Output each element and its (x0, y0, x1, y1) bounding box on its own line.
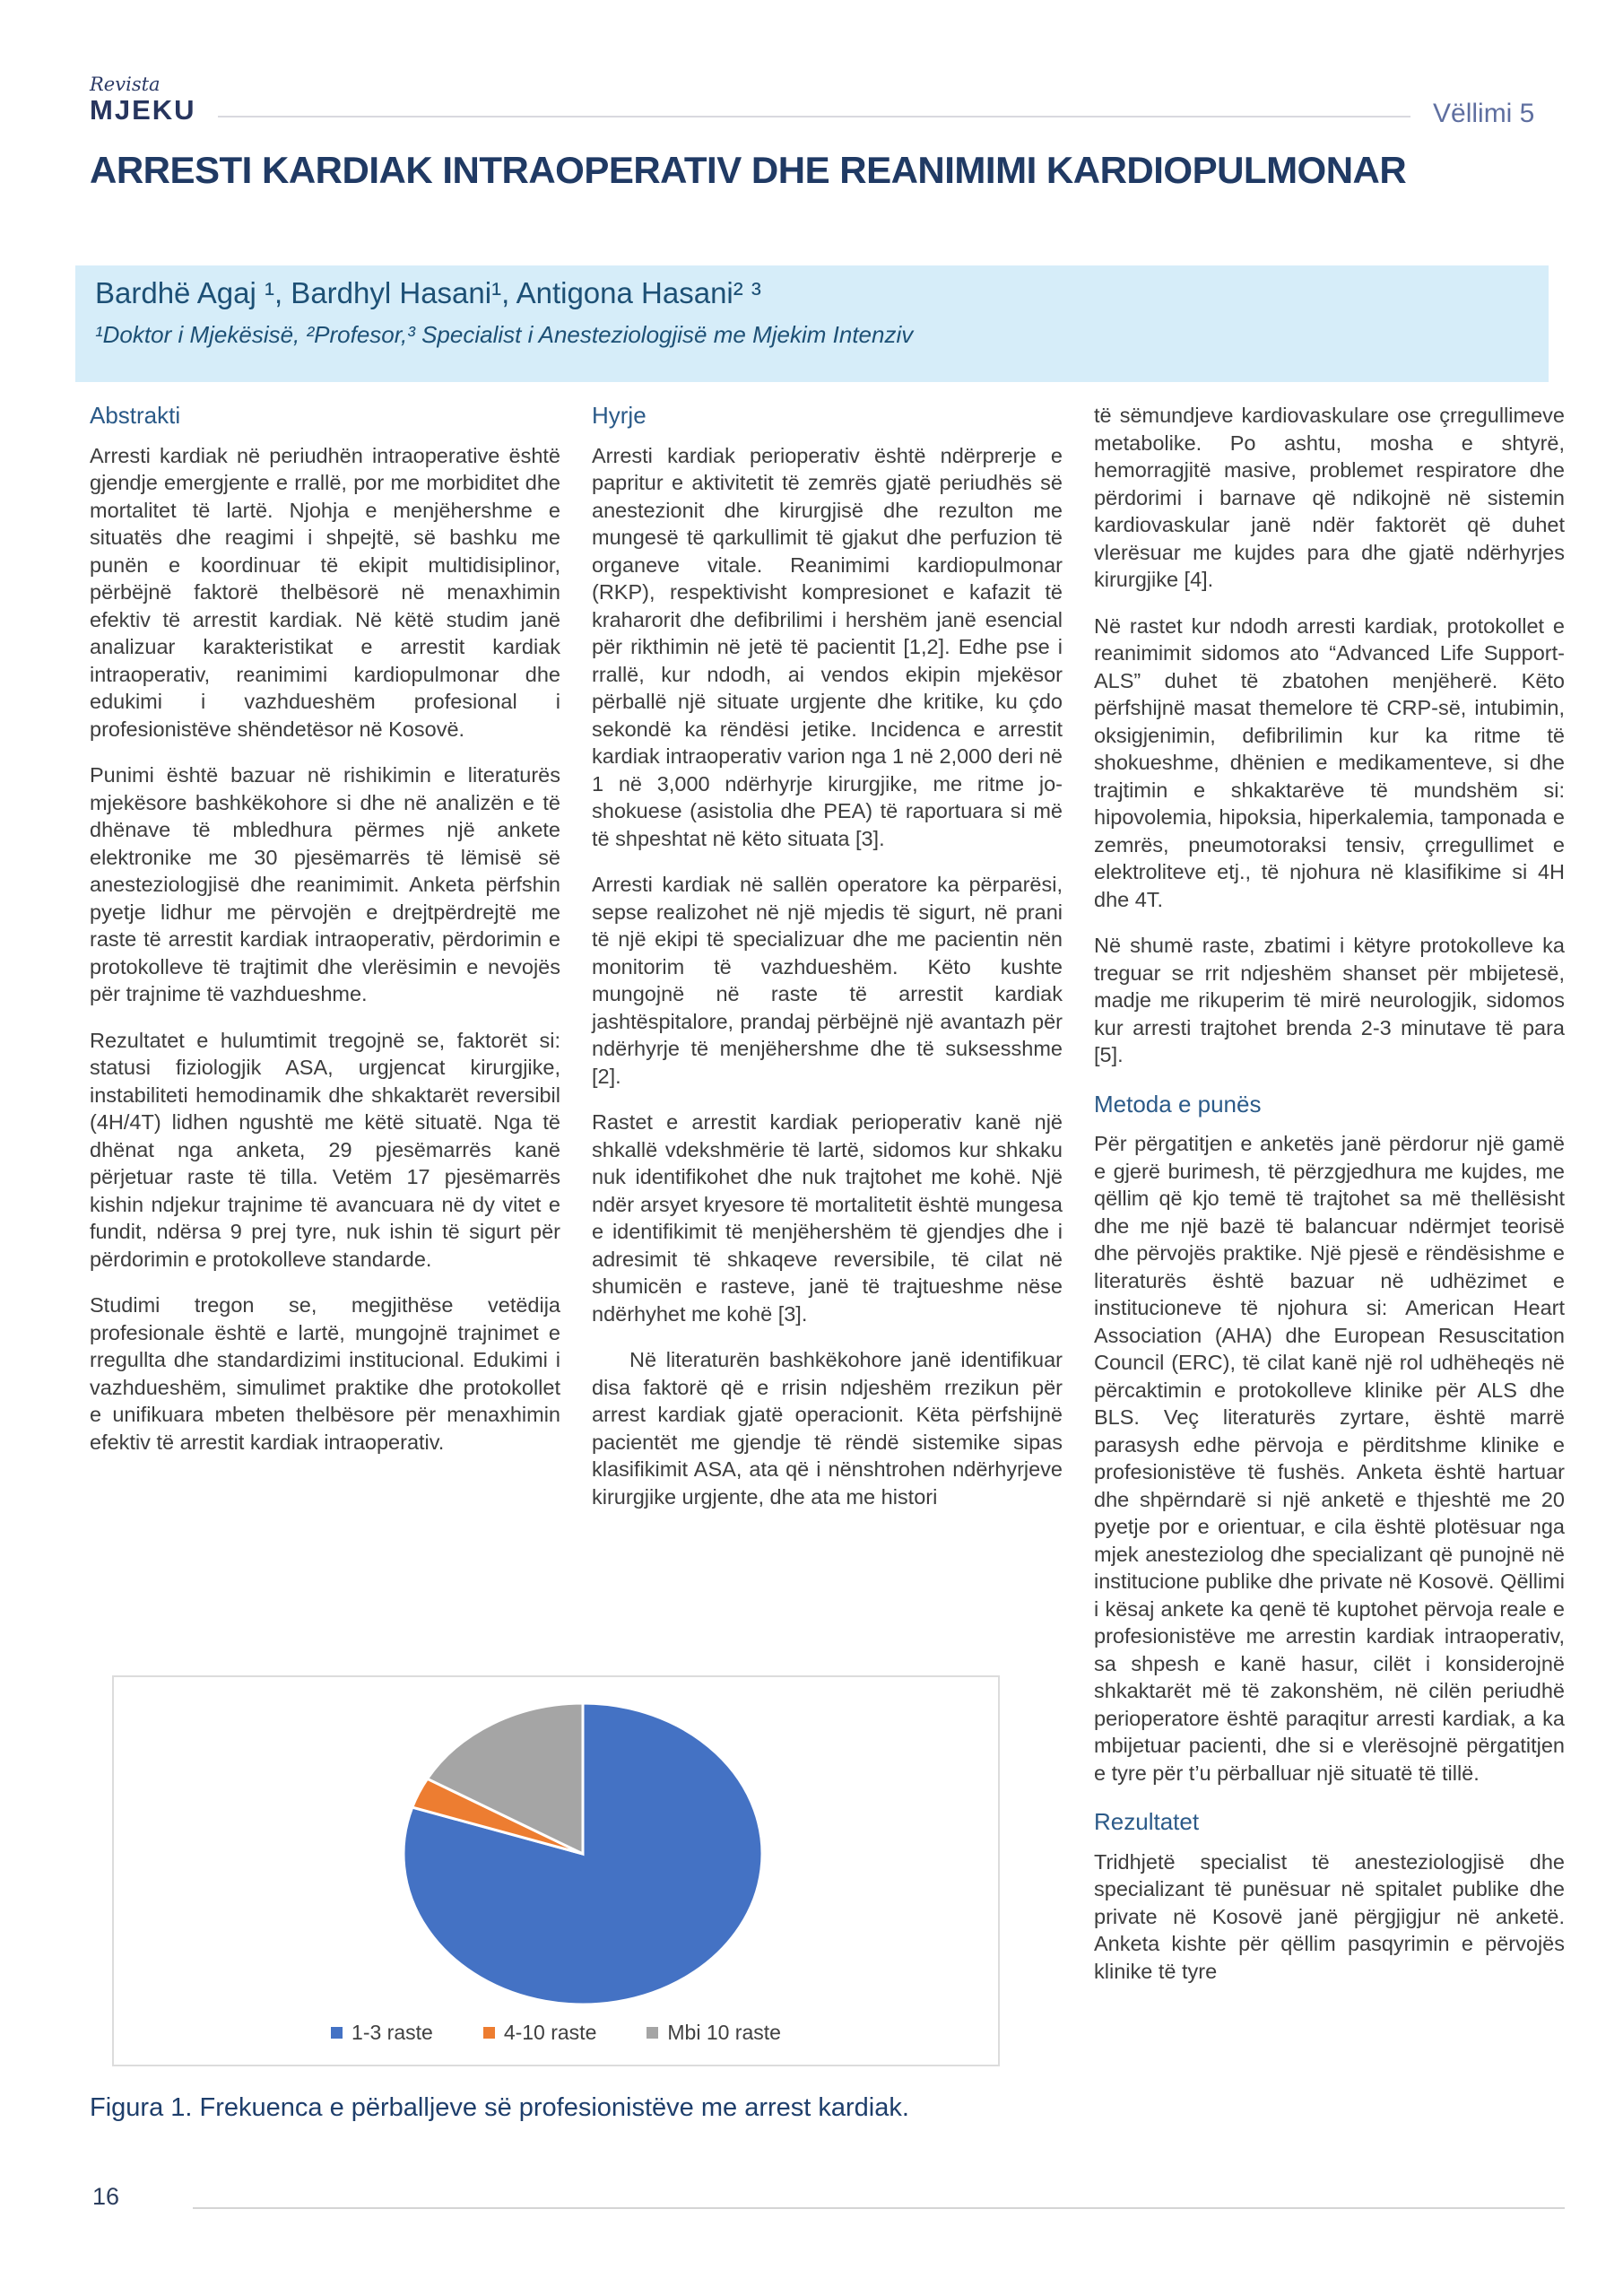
legend-swatch-icon (483, 2027, 495, 2039)
legend-label: 4-10 raste (503, 2021, 597, 2044)
authors-affiliations: ¹Doktor i Mjekësisë, ²Profesor,³ Specialist i Anesteziologjisë me Mjekim Intenziv (95, 321, 914, 348)
body-paragraph: Në literaturën bashkëkohore janë identifikuar disa faktorë që e rrisin ndjeshëm rrezikun për arrest kardiak gjatë operacionit. Këta përfshijnë pacientët me gjendje të rëndë sistemike sipas klasifikimit ASA, ata që i nënshtrohen ndërhyrjeve kirurgjike urgjente, dhe ata me histori (592, 1348, 1063, 1509)
chart-legend (114, 2021, 998, 2045)
legend-item (483, 2021, 597, 2045)
body-paragraph: Studimi tregon se, megjithëse vetëdija profesionale është e lartë, mungojnë trajnimet e rregullta dhe standardizimi institucional. Edukimi i vazhdueshëm, simulimet praktike dhe protokollet e unifikuara mbeten thelbësore për menaxhimin efektiv të arrestit kardiak intraoperativ. (90, 1293, 560, 1454)
pie-chart-svg (114, 1677, 1002, 2068)
legend-label: Mbi 10 raste (667, 2021, 781, 2044)
figure-caption: Figura 1. Frekuenca e përballjeve së profesionistëve me arrest kardiak. (90, 2093, 909, 2122)
header-divider (218, 116, 1410, 117)
body-paragraph: Tridhjetë specialist të anesteziologjisë dhe specializant të punësuar në spitalet publike dhe private në Kosovë janë përgjigjur në anketë. Anketa kishte për qëllim pasqyrimin e përvojës klinike të tyre (1094, 1849, 1565, 1983)
footer-divider (193, 2207, 1565, 2209)
page-number: 16 (92, 2183, 120, 2210)
column-introduction (592, 402, 1063, 1529)
body-paragraph: Arresti kardiak perioperativ është ndërprerje e papritur e aktivitetit të zemrës gjatë periudhës së anestezionit dhe kirurgjisë dhe rezulton me mungesë të qarkullimit të gjakut dhe perfuzion të organeve vitale. Reanimimi kardiopulmonar (RKP), respektivisht kompresionet e kafazit të kraharorit dhe defibrilimi i hershëm janë esencial për rikthimin në jetë të pacientit [1,2]. Edhe pse i rrallë, kur ndodh, ai vendos ekipin mjekësor përballë një situate urgjente dhe kritike, ku çdo sekondë ka rëndësi jetike. Incidenca e arrestit kardiak intraoperativ varion nga 1 në 2,000 deri në 1 në 3,000 ndërhyrje kirurgjike, me ritme jo-shokuese (asistolia dhe PEA) të raportuara si më të shpeshtat në këto situata [3]. (592, 443, 1063, 850)
body-paragraph: Arresti kardiak në sallën operatore ka përparësi, sepse realizohet në një mjedis të sigurt, në prani të një ekipi të specializuar dhe me pacientin nën monitorim të vazhdueshëm. Këto kushte mungojnë në raste të arrestit kardiak jashtëspitalore, prandaj përbëjnë një avantazh për ndërhyrje të menjëhershme dhe të suksesshme [2]. (592, 873, 1063, 1088)
figure-1-chart-box (112, 1675, 1000, 2066)
section-heading: Abstrakti (90, 402, 181, 429)
body-paragraph: Në shumë raste, zbatimi i këtyre protokolleve ka treguar se rrit ndjeshëm shanset për mbijetesë, madje me rikuperim të mirë neurologjik, sidomos kur arresti trajtohet brenda 2-3 minutave të para [5]. (1094, 934, 1565, 1066)
article-title: ARRESTI KARDIAK INTRAOPERATIV DHE REANIMIMI KARDIOPULMONAR (90, 149, 1407, 191)
journal-logo-mjeku: MJEKU (90, 94, 196, 126)
column-abstract (90, 402, 560, 1474)
body-paragraph: të sëmundjeve kardiovaskulare ose çrregullimeve metabolike. Po ashtu, mosha e shtyrë, hemorragjitë masive, problemet respiratore dhe përdorimi i barnave që ndikojnë në sistemin kardiovaskular janë ndër faktorët që duhet vlerësuar me kujdes para dhe gjatë ndërhyrjes kirurgjike [4]. (1094, 404, 1565, 591)
authors-names: Bardhë Agaj ¹, Bardhyl Hasani¹, Antigona Hasani² ³ (95, 276, 761, 309)
section-heading: Metoda e punës (1094, 1090, 1262, 1118)
legend-item (331, 2021, 433, 2045)
body-paragraph: Punimi është bazuar në rishikimin e literaturës mjekësore bashkëkohore si dhe në analizën e të dhënave të mbledhura përmes një ankete elektronike me 30 pjesëmarrës të lëmisë së anesteziologjisë dhe reanimimit. Anketa përfshin pyetje lidhur me përvojën e drejtpërdrejtë me raste të arrestit kardiak intraoperativ, përdorimin e protokolleve të trajtimit dhe vlerësimin e nevojës për trajnime të vazhdueshme. (90, 763, 560, 1005)
legend-item (647, 2021, 781, 2045)
body-paragraph: Rastet e arrestit kardiak perioperativ kanë një shkallë vdekshmërie të lartë, sidomos kur shkaku nuk identifikohet dhe nuk trajtohet me kohë. Një ndër arsyet kryesore të mortalitetit është mungesa e identifikimit të menjëhershëm të gjendjes dhe i adresimit të shkaqeve reversibile, të cilat në shumicën e rasteve, janë të trajtueshme nëse ndërhyhet me kohë [3]. (592, 1110, 1063, 1326)
column-methods-results (1094, 402, 1565, 2004)
section-heading: Hyrje (592, 402, 647, 429)
legend-label: 1-3 raste (352, 2021, 433, 2044)
volume-label: Vëllimi 5 (1433, 99, 1535, 128)
body-paragraph: Në rastet kur ndodh arresti kardiak, protokollet e reanimimit sidomos ato “Advanced Life Support-ALS” duhet të zbatohen menjëherë. Këto përfshijnë masat themelore të CRP-së, intubimin, oksigjenimin, defibrilimin kur ka ritme të shokueshme, dhënien e medikamenteve, si dhe trajtimin e shkaktarëve të mundshëm si: hipovolemia, hipoksia, hiperkalemia, tamponada e zemrës, pneumotoraksi tensiv, çrregullimet e elektroliteve etj., të njohura në klasifikime si 4H dhe 4T. (1094, 613, 1565, 911)
legend-swatch-icon (331, 2027, 343, 2039)
journal-logo-revista: Revista (90, 74, 161, 95)
section-heading: Rezultatet (1094, 1808, 1200, 1835)
body-paragraph: Për përgatitjen e anketës janë përdorur një gamë e gjerë burimesh, të përzgjedhura me kujdes, me qëllim që kjo temë të trajtohet sa më thellësisht dhe me një bazë të balancuar ndërmjet teorisë dhe përvojës praktike. Një pjesë e rëndësishme e literaturës është bazuar në udhëzimet e institucioneve të njohura si: American Heart Association (AHA) dhe European Resuscitation Council (ERC), të cilat kanë një rol udhëheqës në përcaktimin e protokolleve klinike për ALS dhe BLS. Veç literaturës zyrtare, është marrë parasysh edhe përvoja e përditshme klinike e profesionistëve të fushës. Anketa është hartuar dhe shpërndarë si një anketë e thjeshtë me 20 pyetje por e orientuar, e cila është plotësuar nga mjek anesteziolog dhe specializant që punojnë në institucione publike dhe private në Kosovë. Qëllimi i kësaj ankete ka qenë të kuptohet përvoja reale e profesionistëve me arrestin kardiak intraoperativ, sa shpesh e kanë hasur, cilët i konsiderojnë shkaktarët më të zakonshëm, në cilën periudhë perioperatore është paraqitur arresti kardiak, a ka mbijetuar pacienti, dhe si e vlerësojnë përgatitjen e tyre për t’u përballuar një situatë të tillë. (1094, 1132, 1565, 1785)
authors-panel (75, 265, 1549, 382)
body-paragraph: Arresti kardiak në periudhën intraoperative është gjendje emergjente e rrallë, por me morbiditet dhe mortalitet të lartë. Njohja e menjëhershme e situatës dhe reagimi i shpejtë, së bashku me punën e koordinuar të ekipit multidisiplinor, përbëjnë faktorë thelbësorë në menaxhimin efektiv të arrestit kardiak. Në këtë studim janë analizuar karakteristikat e arrestit kardiak intraoperativ, reanimimi kardiopulmonar dhe edukimi i vazhdueshëm profesional i profesionistëve shëndetësor në Kosovë. (90, 443, 560, 741)
legend-swatch-icon (647, 2027, 658, 2039)
journal-logo (90, 75, 196, 124)
body-paragraph: Rezultatet e hulumtimit tregojnë se, faktorët si: statusi fiziologjik ASA, urgjencat kirurgjike, instabiliteti hemodinamik dhe shkaktarët reversibil (4H/4T) lidhen ngushtë me këtë situatë. Nga të dhënat nga anketa, 29 pjesëmarrës kanë përjetuar raste të tilla. Vetëm 17 pjesëmarrës kishin ndjekur trajnime të avancuara në dy vitet e fundit, ndërsa 9 prej tyre, nuk ishin të sigurt për përdorimin e protokolleve standarde. (90, 1028, 560, 1271)
